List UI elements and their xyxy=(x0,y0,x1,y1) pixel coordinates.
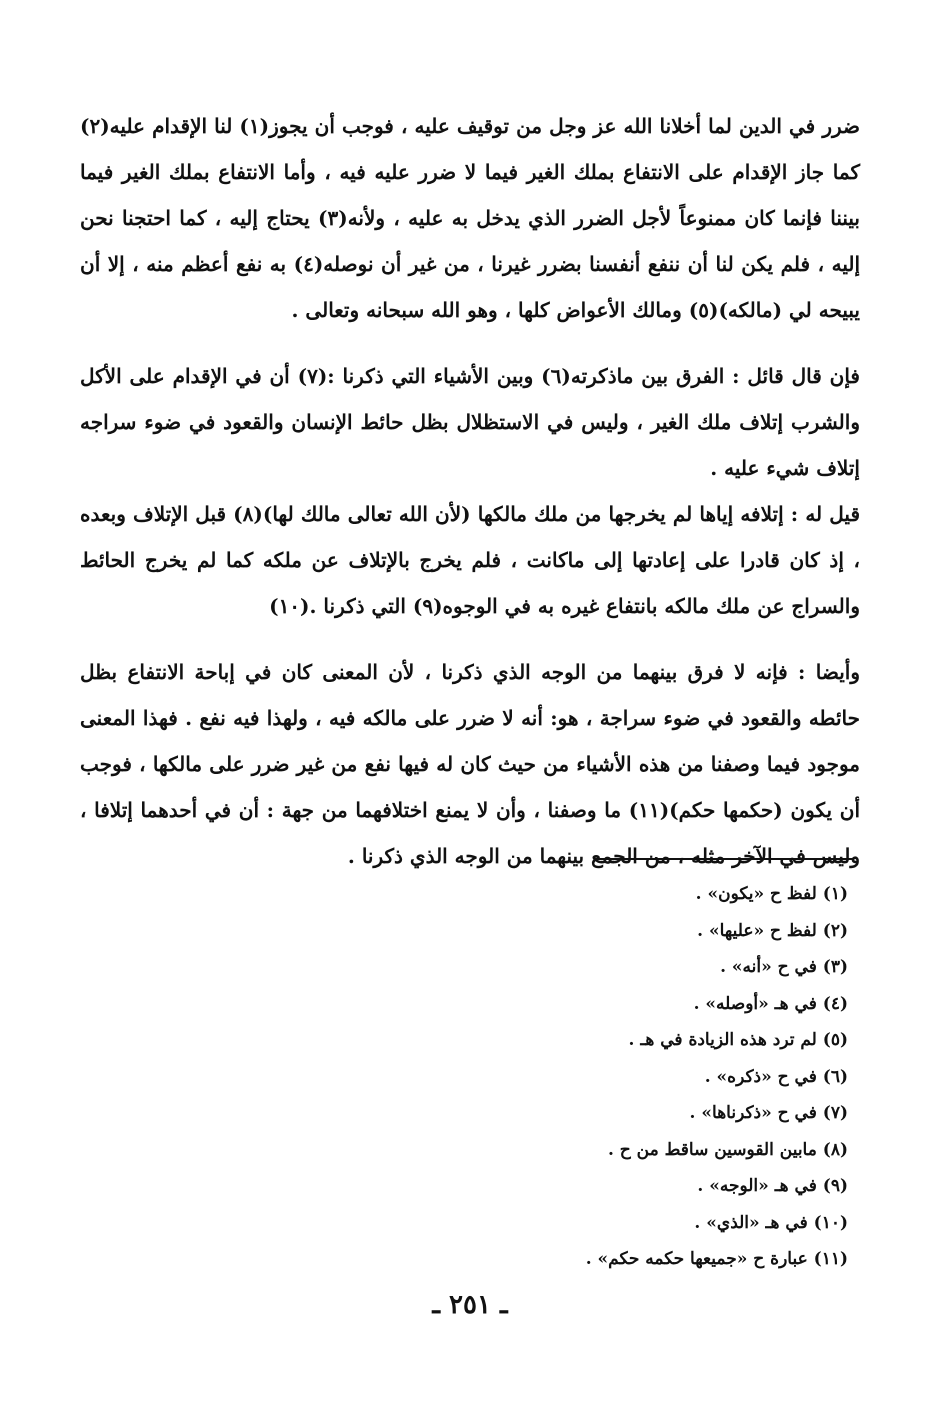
paragraph-2: فإن قال قائل : الفرق بين ماذكرته(٦) وبين الأشياء التي ذكرنا :(٧) أن في الإقدام على الأكل والشرب إتلاف ملك الغير ، وليس في الاستظلال بظل حائط الإنسان والقعود في ضوء سراجه إتلاف شيء عليه . xyxy=(80,364,860,480)
footnote-item: (٢) لفظ ح «عليها» . xyxy=(697,920,848,941)
footnote-item: (١١) عبارة ح «جميعها حكمه حكم» . xyxy=(585,1249,848,1269)
paragraph-1: ضرر في الدين لما أخلانا الله عز وجل من توقيف عليه ، فوجب أن يجوز(١) لنا الإقدام عليه(٢) كما جاز الإقدام على الانتفاع بملك الغير فيما لا ضرر عليه فيه ، وأما الانتفاع بملك الغير فيما بيننا فإنما كان ممنوعاً لأجل الضرر الذي يدخل به عليه ، ولأنه(٣) يحتاج إليه ، كما احتجنا نحن إليه ، فلم يكن لنا أن ننفع أنفسنا بضرر غيرنا ، من غير أن نوصله(٤) به نفع أعظم منه ، إلا أن يبيحه لي (مالكه)(٥) ومالك الأعواض كلها ، وهو الله سبحانه وتعالى . xyxy=(80,114,860,322)
footnote-item: (٧) في ح «ذكرناها» . xyxy=(689,1103,848,1123)
footnote-item: (١) لفظ ح «يكون» . xyxy=(695,884,848,904)
footnote-item: (٨) مابين القوسين ساقط من ح . xyxy=(607,1139,848,1160)
footnote-item: (٦) في ح «ذكره» . xyxy=(704,1066,848,1087)
paragraph-4: وأيضا : فإنه لا فرق بينهما من الوجه الذي ذكرنا ، لأن المعنى كان في إباحة الانتفاع بظل حائطه والقعود في ضوء سراجة ، هو: أنه لا ضرر على مالكه فيه ، ولهذا فيه نفع . فهذا المعنى موجود فيما وصفنا من هذه الأشياء من حيث كان له فيها نفع من غير ضرر على مالكها ، فوجب أن يكون (حكمها حكم)(١١) ما وصفنا ، وأن لا يمنع اختلافهما من جهة : أن في أحدهما إتلافا ، وليس في الآخر مثله ، من الجمع بينهما من الوجه الذي ذكرنا . xyxy=(80,660,861,868)
footnote-item: (٥) لم ترد هذه الزيادة في هـ . xyxy=(628,1030,848,1050)
footnote-item: (١٠) في هـ «الذي» . xyxy=(694,1212,848,1233)
paragraph-3: قيل له : إتلافه إياها لم يخرجها من ملك مالكها (لأن الله تعالى مالك لها)(٨) قبل الإتلاف وبعده ، إذ كان قادرا على إعادتها إلى ماكانت ، فلم يخرج بالإتلاف عن ملكه كما لم يخرج الحائط والسراج عن ملك مالكه بانتفاع غيره به في الوجوه(٩) التي ذكرنا .(١٠) xyxy=(80,502,861,618)
footnote-item: (٣) في ح «أنه» . xyxy=(720,957,848,977)
footnote-item: (٩) في هـ «الوجه» . xyxy=(697,1176,848,1196)
page-number: ـ ٢٥١ ـ xyxy=(432,1290,508,1320)
footnote-item: (٤) في هـ «أوصله» . xyxy=(693,993,848,1014)
footnote-divider xyxy=(598,858,853,860)
footnotes-list xyxy=(428,876,848,1278)
main-text xyxy=(80,103,860,879)
